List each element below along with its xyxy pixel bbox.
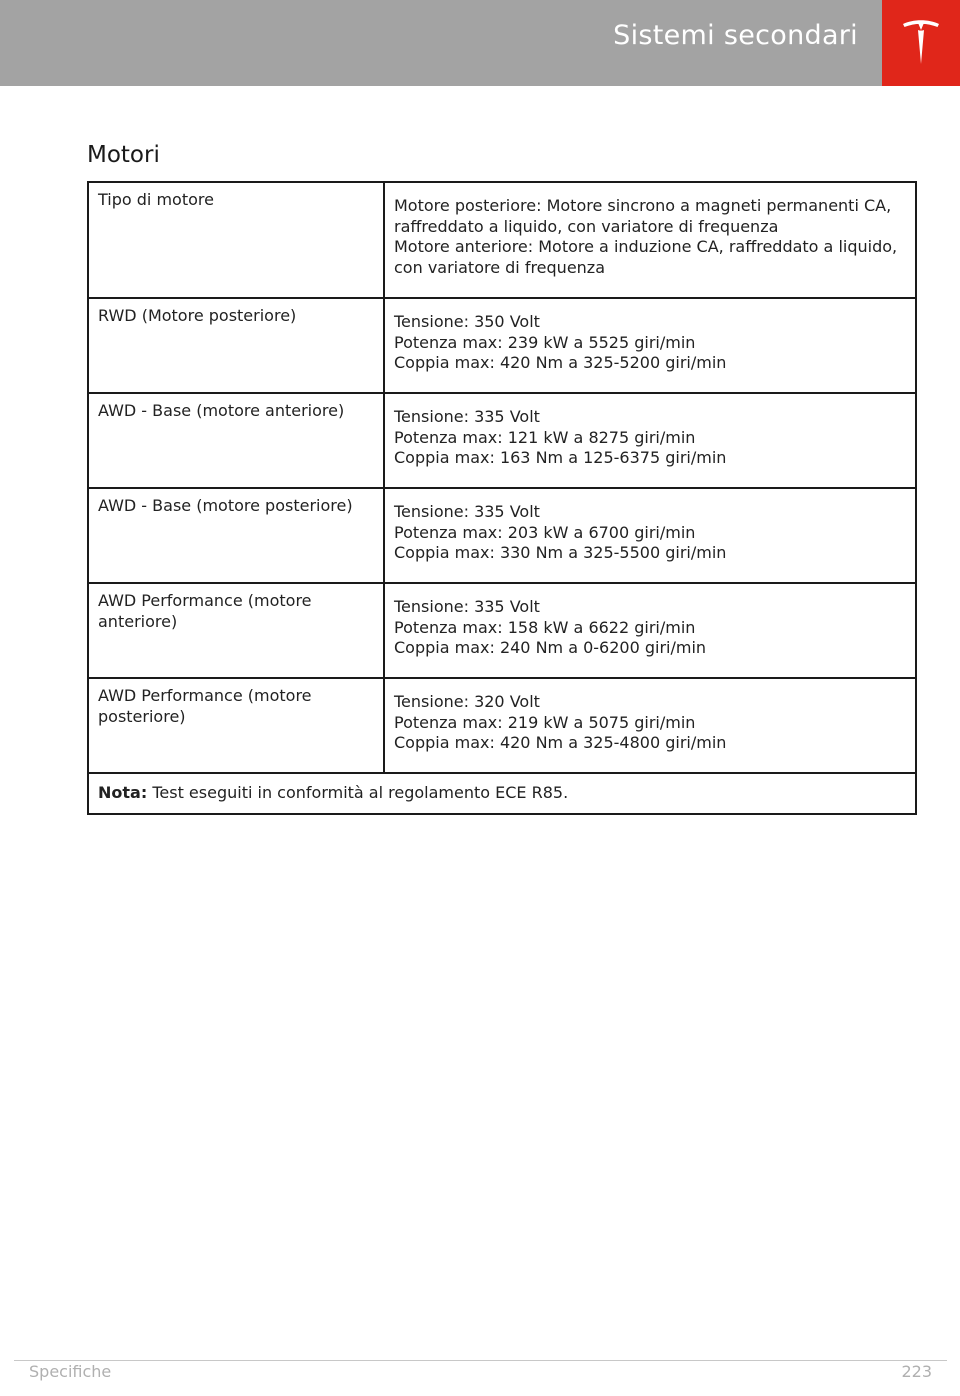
- value-line: Potenza max: 219 kW a 5075 giri/min: [394, 712, 696, 732]
- page-number: 223: [901, 1362, 932, 1381]
- row-label: AWD Performance (motore posteriore): [88, 678, 384, 773]
- row-value: [384, 488, 916, 583]
- table-row: [88, 583, 916, 678]
- chapter-title: Sistemi secondari: [613, 20, 858, 51]
- table-row: [88, 393, 916, 488]
- row-value: [384, 583, 916, 678]
- table-row: [88, 488, 916, 583]
- logo-box: [882, 0, 960, 86]
- value-line: Coppia max: 420 Nm a 325-5200 giri/min: [394, 353, 727, 372]
- footer-section-name: Specifiche: [29, 1362, 112, 1381]
- header-bar: [0, 0, 960, 86]
- value-line: Coppia max: 163 Nm a 125-6375 giri/min: [394, 448, 727, 467]
- value-line: Potenza max: 121 kW a 8275 giri/min: [394, 427, 696, 447]
- value-line: Tensione: 335 Volt: [394, 597, 540, 616]
- table-row: [88, 182, 916, 298]
- table-row: [88, 298, 916, 393]
- note-text: Test eseguiti in conformità al regolamento ECE R85.: [152, 783, 569, 802]
- row-label: RWD (Motore posteriore): [88, 298, 384, 393]
- value-line: Motore anteriore: Motore a induzione CA, raffreddato a liquido,: [394, 237, 898, 256]
- row-label: AWD - Base (motore posteriore): [88, 488, 384, 583]
- row-value: [384, 298, 916, 393]
- value-line: Tensione: 320 Volt: [394, 692, 540, 711]
- motor-specs-body: [88, 182, 916, 814]
- value-line: Tensione: 350 Volt: [394, 312, 540, 331]
- value-line: Motore posteriore: Motore sincrono a magneti permanenti CA,: [394, 196, 892, 215]
- tesla-logo-icon: [901, 18, 941, 66]
- row-value: [384, 182, 916, 298]
- row-value: [384, 393, 916, 488]
- value-line: con variatore di frequenza: [394, 257, 606, 277]
- motor-specs-table: [87, 181, 917, 815]
- value-line: Tensione: 335 Volt: [394, 502, 540, 521]
- row-value: [384, 678, 916, 773]
- row-label: AWD - Base (motore anteriore): [88, 393, 384, 488]
- note-cell: [88, 773, 916, 814]
- value-line: Potenza max: 203 kW a 6700 giri/min: [394, 522, 696, 542]
- value-line: Tensione: 335 Volt: [394, 407, 540, 426]
- note-row: [88, 773, 916, 814]
- value-line: Coppia max: 330 Nm a 325-5500 giri/min: [394, 543, 727, 562]
- table-row: [88, 678, 916, 773]
- row-label: Tipo di motore: [88, 182, 384, 298]
- value-line: Potenza max: 239 kW a 5525 giri/min: [394, 332, 696, 352]
- value-line: Potenza max: 158 kW a 6622 giri/min: [394, 617, 696, 637]
- section-title: Motori: [87, 142, 160, 168]
- footer-rule: [14, 1360, 947, 1361]
- value-line: raffreddato a liquido, con variatore di frequenza: [394, 216, 779, 236]
- note-label: Nota:: [98, 783, 148, 802]
- value-line: Coppia max: 240 Nm a 0-6200 giri/min: [394, 638, 707, 657]
- value-line: Coppia max: 420 Nm a 325-4800 giri/min: [394, 733, 727, 752]
- row-label: AWD Performance (motore anteriore): [88, 583, 384, 678]
